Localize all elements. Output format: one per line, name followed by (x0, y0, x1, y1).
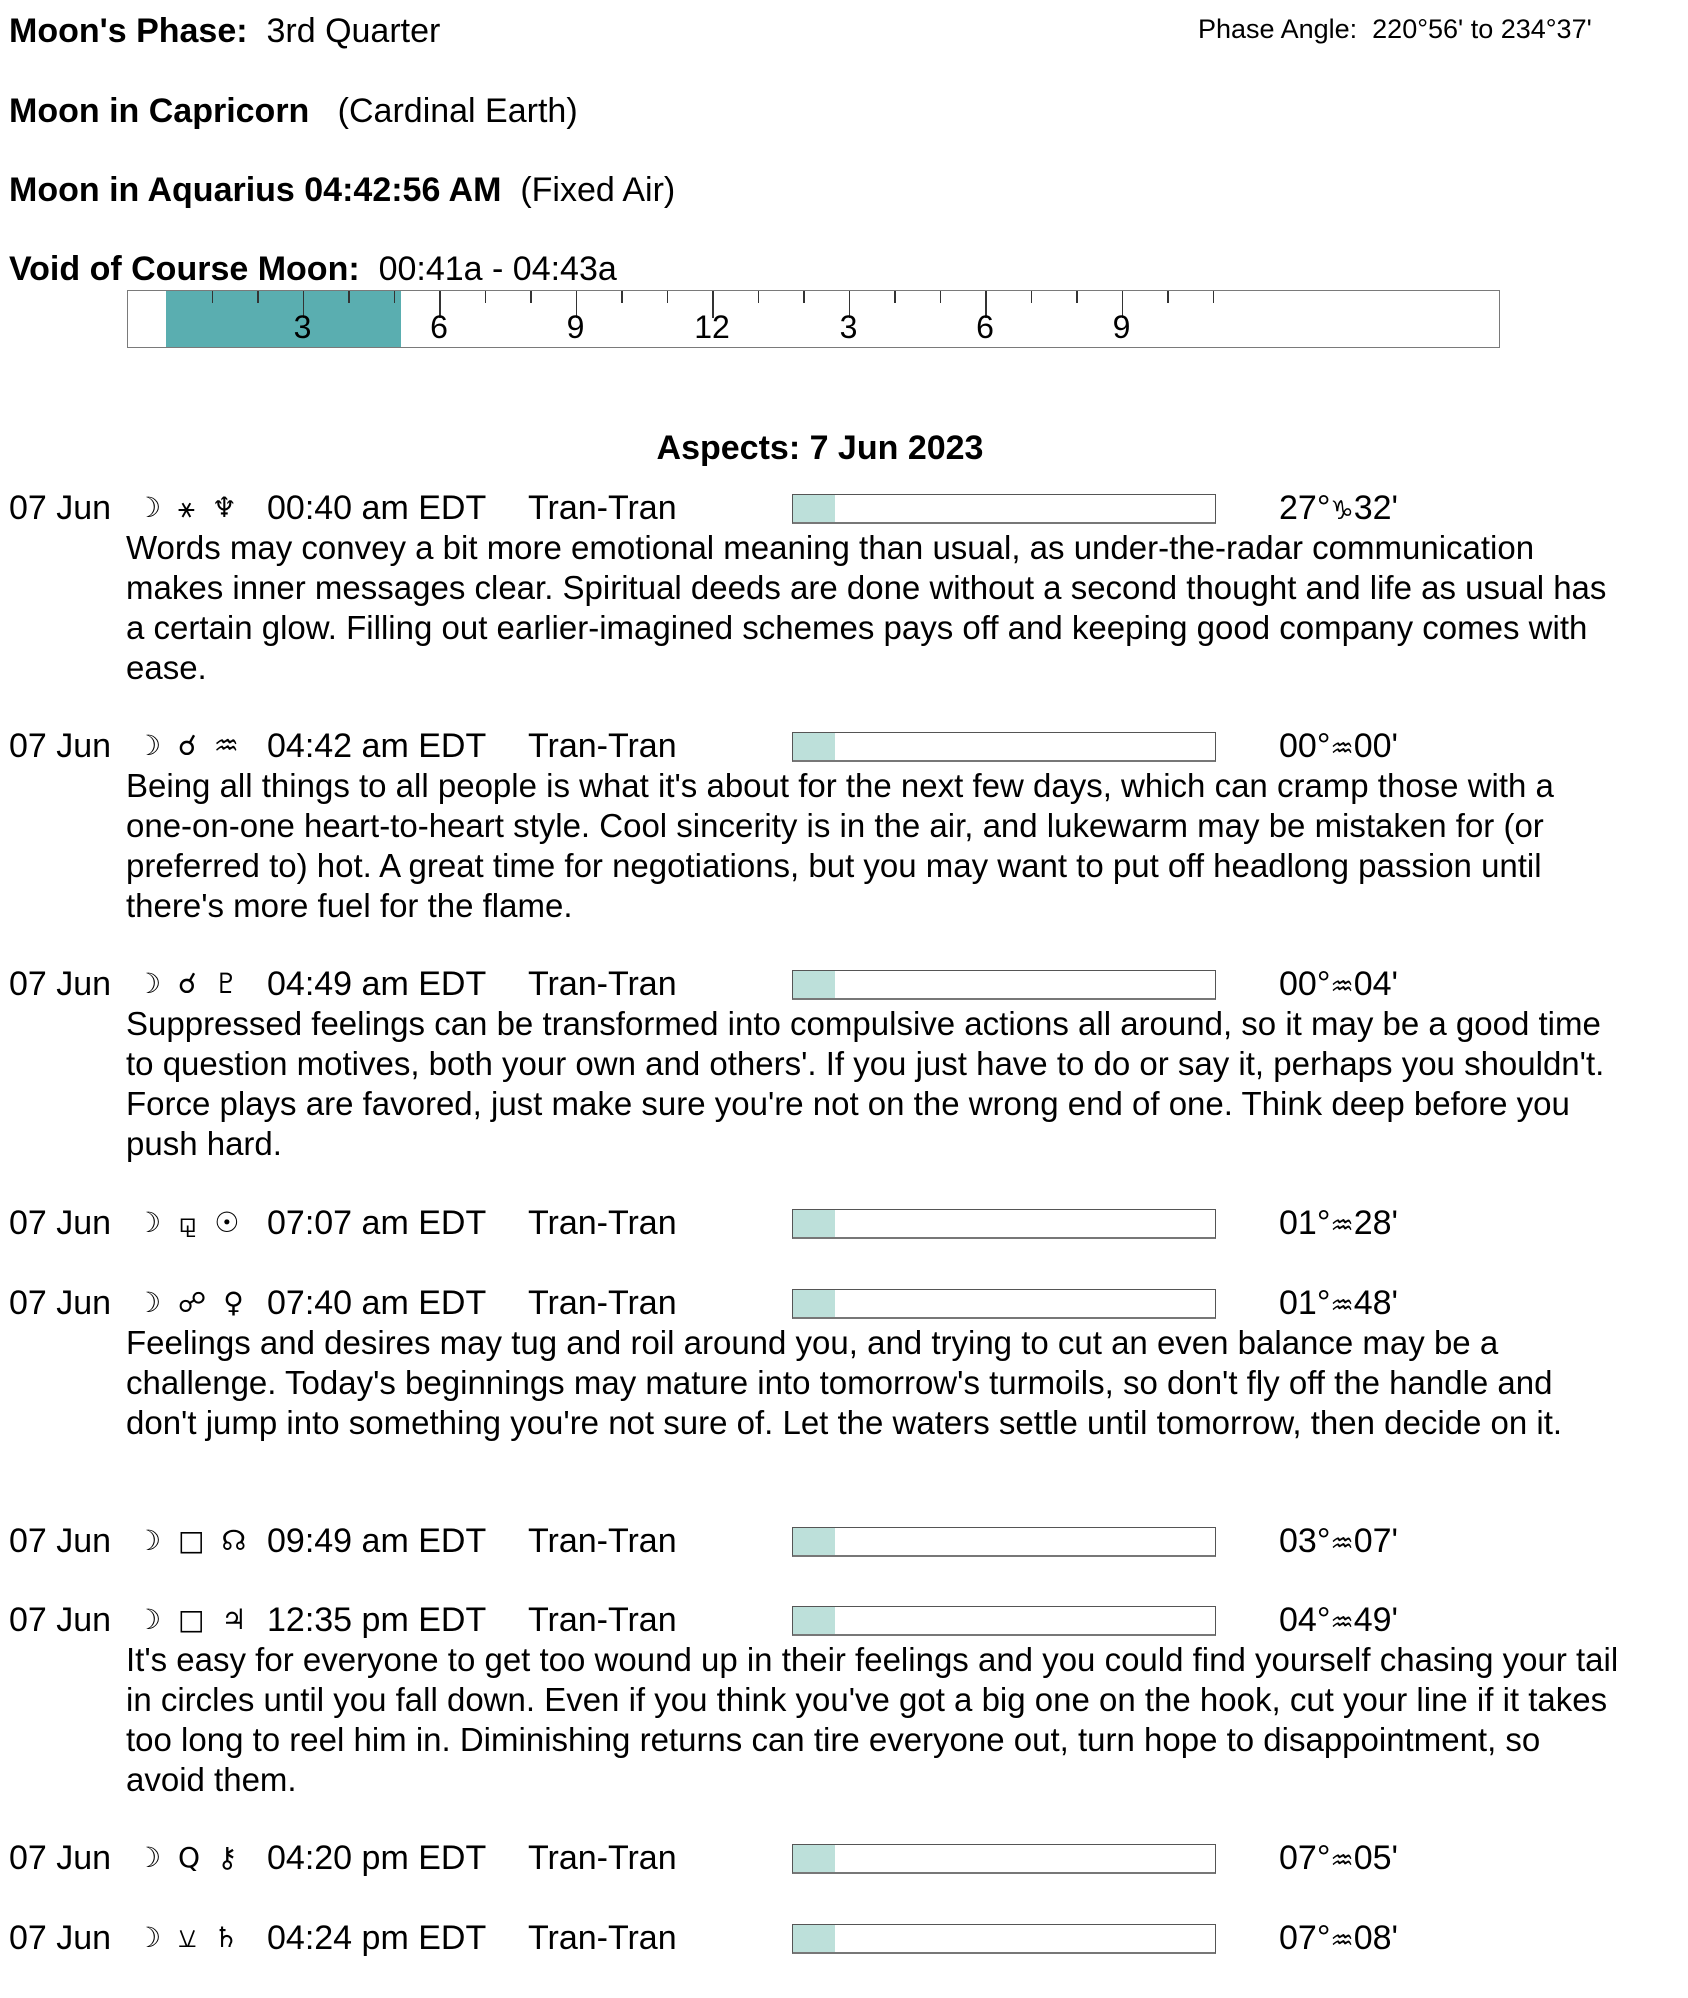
aspect-strength-bar (792, 1844, 1216, 1874)
aspect-row (0, 726, 1688, 766)
aspect-type: Tran-Tran (528, 1601, 677, 1639)
aspect-strength-bar (792, 1924, 1216, 1954)
degree-value: 07° (1279, 1839, 1331, 1877)
aspect-time: 07:40 am EDT (267, 1284, 487, 1322)
zodiac-sign-icon: ♒ (1330, 1846, 1354, 1876)
aspect-date: 07 Jun (9, 965, 112, 1003)
aspect-strength-fill (793, 733, 835, 760)
minute-value: 08' (1353, 1919, 1399, 1957)
aspect-strength-fill (793, 1210, 835, 1237)
aspect-glyphs: ☽ □ ♃ (136, 1603, 251, 1636)
aspect-strength-fill (793, 971, 835, 998)
aspect-time: 00:40 am EDT (267, 489, 487, 527)
aspect-row (0, 964, 1688, 1004)
aspect-strength-bar (792, 1606, 1216, 1636)
aspect-type: Tran-Tran (528, 489, 677, 527)
aspect-date: 07 Jun (9, 489, 112, 527)
aspect-strength-fill (793, 1528, 835, 1555)
aspect-time: 04:49 am EDT (267, 965, 487, 1003)
aspect-type: Tran-Tran (528, 965, 677, 1003)
zodiac-sign-icon: ♒ (1330, 1926, 1354, 1956)
zodiac-sign-icon: ♒ (1330, 1291, 1354, 1321)
aspect-glyphs: ☽ Q ⚷ (136, 1841, 242, 1874)
degree-value: 00° (1279, 727, 1331, 765)
aspect-description: Suppressed feelings can be transformed into compulsive actions all around, so it may be a good time to question motives, both your own and others'. If you just have to do or say it, perhaps you shouldn't. Force plays are favored, just make sure you're not on the wrong end of one. Think deep before you push hard. (126, 1005, 1605, 1162)
aspect-degree (1279, 1838, 1398, 1881)
timeline-tick (667, 291, 669, 303)
aspect-strength-bar (792, 732, 1216, 762)
aspect-degree (1279, 726, 1398, 769)
aspect-glyphs: ☽ ☌ ♒ (136, 729, 243, 762)
moon-ingress-line (9, 170, 675, 210)
minute-value: 32' (1353, 489, 1399, 527)
timeline-tick (1167, 291, 1169, 303)
aspect-strength-fill (793, 1290, 835, 1317)
timeline-tick (257, 291, 259, 303)
timeline-hour-label: 3 (839, 309, 858, 345)
zodiac-sign-icon: ♒ (1330, 972, 1354, 1002)
minute-value: 48' (1353, 1284, 1399, 1322)
timeline-tick (485, 291, 487, 303)
aspect-strength-fill (793, 1607, 835, 1634)
timeline-tick (758, 291, 760, 303)
aspect-degree (1279, 1203, 1398, 1246)
aspect-row (0, 1838, 1688, 1878)
moon-phase-line (9, 11, 440, 51)
aspect-degree (1279, 964, 1398, 1007)
moon-phase-value: 3rd Quarter (266, 12, 441, 50)
void-period-fill (166, 291, 401, 347)
timeline-hour-label: 6 (430, 309, 448, 345)
aspect-type: Tran-Tran (528, 1839, 677, 1877)
aspect-row (0, 1600, 1688, 1640)
void-of-course-line (9, 249, 617, 289)
timeline-hour-label: 9 (1112, 309, 1131, 345)
moon-ingress-quality: (Fixed Air) (520, 171, 676, 209)
void-label: Void of Course Moon: (9, 250, 360, 288)
zodiac-sign-icon: ♒ (1330, 734, 1354, 764)
aspect-time: 07:07 am EDT (267, 1204, 487, 1242)
phase-angle-value: 220°56' to 234°37' (1372, 14, 1592, 44)
timeline-hour-label: 3 (293, 309, 312, 345)
moon-sign-label: Moon in Capricorn (9, 92, 310, 130)
degree-value: 04° (1279, 1601, 1331, 1639)
zodiac-sign-icon: ♒ (1330, 1529, 1354, 1559)
aspect-time: 04:42 am EDT (267, 727, 487, 765)
timeline-tick (1213, 291, 1215, 303)
aspect-description: It's easy for everyone to get too wound up in their feelings and you could find yourself chasing your tail in circles until you fall down. Even if you think you've got a big one on the hook, cut your line if it takes too long to reel him in. Diminishing returns can tire everyone out, turn hope to disappointment, so avoid them. (126, 1641, 1619, 1798)
aspect-strength-bar (792, 494, 1216, 524)
zodiac-sign-icon: ♑ (1330, 496, 1354, 526)
zodiac-sign-icon: ♒ (1330, 1211, 1354, 1241)
aspect-glyphs: ☽ ⚹ ♆ (136, 491, 241, 524)
timeline-hour-label: 12 (694, 309, 730, 345)
aspect-glyphs: ☽ ☍ ♀ (136, 1286, 248, 1319)
minute-value: 07' (1353, 1522, 1399, 1560)
aspect-date: 07 Jun (9, 1839, 112, 1877)
timeline-tick (940, 291, 942, 303)
aspect-time: 04:20 pm EDT (267, 1839, 487, 1877)
zodiac-sign-icon: ♒ (1330, 1608, 1354, 1638)
aspect-strength-bar (792, 1209, 1216, 1239)
degree-value: 27° (1279, 489, 1331, 527)
minute-value: 00' (1353, 727, 1399, 765)
phase-angle-label: Phase Angle: (1198, 14, 1358, 44)
void-of-course-timeline (127, 290, 1500, 348)
degree-value: 01° (1279, 1204, 1331, 1242)
aspect-description: Being all things to all people is what it's about for the next few days, which can cramp those with a one-on-one heart-to-heart style. Cool sincerity is in the air, and lukewarm may be mistaken for (or preferred to) hot. A great time for negotiations, but you may want to put off headlong passion until there's more fuel for the flame. (126, 767, 1554, 924)
aspect-time: 09:49 am EDT (267, 1522, 487, 1560)
minute-value: 04' (1353, 965, 1399, 1003)
timeline-hour-label: 6 (976, 309, 994, 345)
aspect-strength-fill (793, 1845, 835, 1872)
void-value: 00:41a - 04:43a (378, 250, 617, 288)
minute-value: 05' (1353, 1839, 1399, 1877)
aspect-row (0, 1203, 1688, 1243)
timeline-tick (530, 291, 532, 303)
aspect-strength-bar (792, 1289, 1216, 1319)
aspect-date: 07 Jun (9, 1919, 112, 1957)
timeline-tick (621, 291, 623, 303)
minute-value: 49' (1353, 1601, 1399, 1639)
timeline-hour-label: 9 (566, 309, 585, 345)
aspect-glyphs: ☽ ⚺ ♄ (136, 1921, 243, 1954)
aspect-row (0, 1521, 1688, 1561)
aspect-row (0, 1918, 1688, 1958)
aspect-degree (1279, 488, 1398, 531)
aspect-degree (1279, 1600, 1398, 1643)
aspect-description: Feelings and desires may tug and roil around you, and trying to cut an even balance may be a challenge. Today's beginnings may mature into tomorrow's turmoils, so don't fly off the handle and don't jump into something you're not sure of. Let the waters settle until tomorrow, then decide on it. (126, 1324, 1563, 1441)
timeline-tick (894, 291, 896, 303)
aspect-strength-bar (792, 1527, 1216, 1557)
aspect-glyphs: ☽ ⚼ ☉ (136, 1206, 244, 1239)
moon-sign-quality: (Cardinal Earth) (337, 92, 578, 130)
aspect-type: Tran-Tran (528, 1522, 677, 1560)
degree-value: 03° (1279, 1522, 1331, 1560)
aspect-time: 04:24 pm EDT (267, 1919, 487, 1957)
aspect-date: 07 Jun (9, 727, 112, 765)
aspect-type: Tran-Tran (528, 1204, 677, 1242)
phase-angle (1198, 13, 1592, 45)
aspect-date: 07 Jun (9, 1204, 112, 1242)
aspect-degree (1279, 1918, 1398, 1961)
moon-sign-line (9, 91, 578, 131)
aspect-glyphs: ☽ ☌ ♇ (136, 967, 243, 1000)
degree-value: 01° (1279, 1284, 1331, 1322)
moon-ingress-label: Moon in Aquarius 04:42:56 AM (9, 171, 502, 209)
timeline-tick (1076, 291, 1078, 303)
aspect-date: 07 Jun (9, 1522, 112, 1560)
timeline-tick (348, 291, 350, 303)
degree-value: 07° (1279, 1919, 1331, 1957)
aspect-row (0, 488, 1688, 528)
aspects-title: Aspects: 7 Jun 2023 (656, 429, 984, 467)
degree-value: 00° (1279, 965, 1331, 1003)
timeline-tick (803, 291, 805, 303)
aspect-date: 07 Jun (9, 1284, 112, 1322)
aspect-description: Words may convey a bit more emotional meaning than usual, as under-the-radar communication makes inner messages clear. Spiritual deeds are done without a second thought and life as usual has a certain glow. Filling out earlier-imagined schemes pays off and keeping good company comes with ease. (126, 529, 1607, 686)
aspect-degree (1279, 1521, 1398, 1564)
aspect-strength-bar (792, 970, 1216, 1000)
timeline-tick (1031, 291, 1033, 303)
aspect-type: Tran-Tran (528, 1919, 677, 1957)
minute-value: 28' (1353, 1204, 1399, 1242)
aspect-degree (1279, 1283, 1398, 1326)
timeline-tick (212, 291, 214, 303)
aspect-date: 07 Jun (9, 1601, 112, 1639)
aspect-type: Tran-Tran (528, 1284, 677, 1322)
aspect-type: Tran-Tran (528, 727, 677, 765)
aspect-strength-fill (793, 495, 835, 522)
aspect-glyphs: ☽ □ ☊ (136, 1524, 251, 1557)
aspect-row (0, 1283, 1688, 1323)
aspect-strength-fill (793, 1925, 835, 1952)
aspect-time: 12:35 pm EDT (267, 1601, 487, 1639)
moon-phase-label: Moon's Phase: (9, 12, 248, 50)
timeline-tick (394, 291, 396, 303)
